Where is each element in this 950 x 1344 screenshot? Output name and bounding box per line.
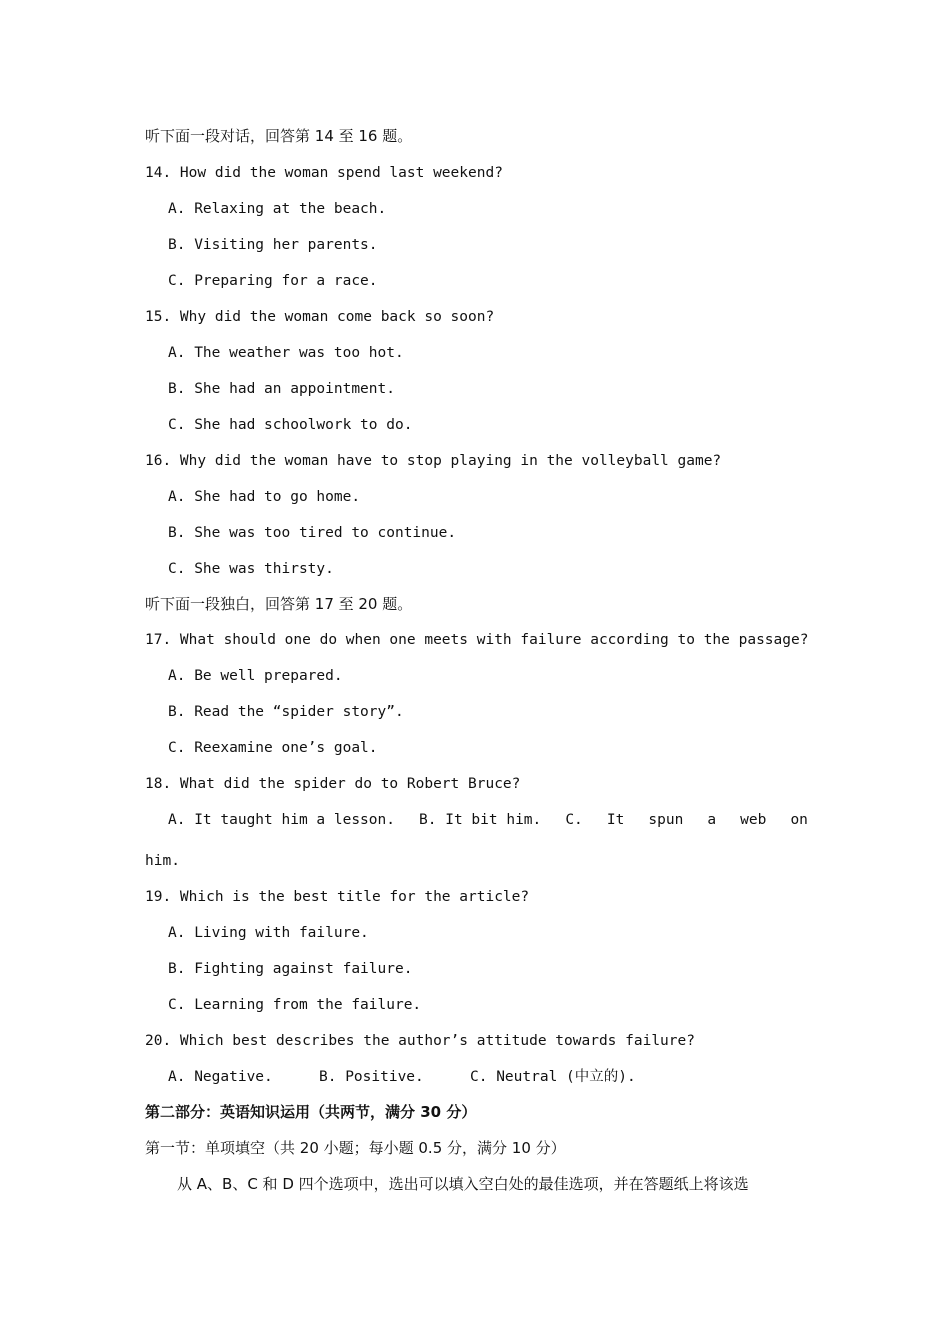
option-14-c: C. Preparing for a race. [168,273,378,289]
option-20-b: B. Positive. [319,1069,424,1085]
option-18-c-word: on [790,812,808,828]
option-18-a: A. It taught him a lesson. [168,812,395,828]
question-20: 20. Which best describes the author’s attitude towards failure? [145,1033,695,1049]
option-14-b: B. Visiting her parents. [168,237,378,253]
option-17-a: A. Be well prepared. [168,668,343,684]
question-15: 15. Why did the woman come back so soon? [145,309,495,325]
option-18-c-word: web [740,812,767,828]
question-17: 17. What should one do when one meets with failure according to the passage? [145,632,809,648]
question-14: 14. How did the woman spend last weekend? [145,165,503,181]
option-19-a: A. Living with failure. [168,925,369,941]
option-18-c-word: a [707,812,717,828]
option-19-c: C. Learning from the failure. [168,997,422,1013]
option-16-c: C. She was thirsty. [168,561,334,577]
option-18-c-continuation: him. [145,853,180,869]
part-2-heading: 第二部分：英语知识运用（共两节，满分 30 分） [145,1103,477,1121]
option-17-b: B. Read the “spider story”. [168,704,404,720]
option-18-c-word: spun [648,812,684,828]
option-20-a: A. Negative. [168,1069,273,1085]
section-intro-14-16: 听下面一段对话，回答第 14 至 16 题。 [145,127,413,145]
option-18-c-label: C. [565,812,583,828]
option-17-c: C. Reexamine one’s goal. [168,740,378,756]
section-intro-17-20: 听下面一段独白，回答第 17 至 20 题。 [145,595,413,613]
option-20-c: C. Neutral (中立的). [470,1069,636,1085]
option-15-b: B. She had an appointment. [168,381,395,397]
question-16: 16. Why did the woman have to stop playing in the volleyball game? [145,453,722,469]
option-15-a: A. The weather was too hot. [168,345,404,361]
section-1-heading: 第一节：单项填空（共 20 小题；每小题 0.5 分，满分 10 分） [145,1139,566,1157]
option-16-b: B. She was too tired to continue. [168,525,457,541]
option-19-b: B. Fighting against failure. [168,961,413,977]
instruction-text: 从 A、B、C 和 D 四个选项中，选出可以填入空白处的最佳选项，并在答题纸上将该选 [177,1175,749,1193]
options-18-row [168,810,808,830]
option-14-a: A. Relaxing at the beach. [168,201,387,217]
option-18-b: B. It bit him. [419,812,542,828]
option-16-a: A. She had to go home. [168,489,361,505]
question-19: 19. Which is the best title for the article? [145,889,530,905]
option-15-c: C. She had schoolwork to do. [168,417,413,433]
question-18: 18. What did the spider do to Robert Bruce? [145,776,521,792]
option-18-c-word: It [606,812,625,828]
